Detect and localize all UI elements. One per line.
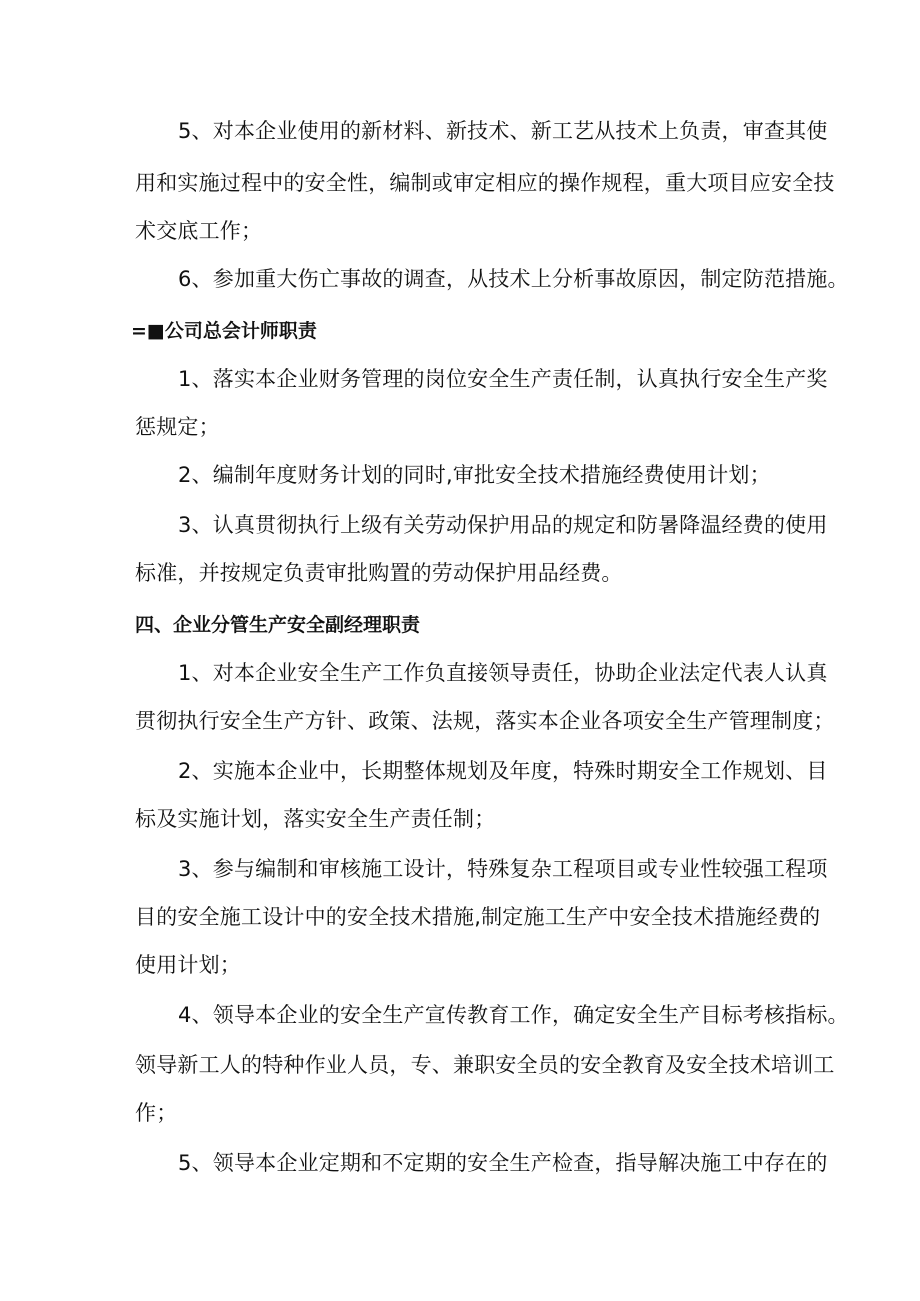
paragraph-line: 2、实施本企业中，长期整体规划及年度，特殊时期安全工作规划、目: [178, 759, 828, 783]
paragraph-line: 6、参加重大伤亡事故的调查，从技术上分析事故原因，制定防范措施。: [178, 267, 849, 291]
paragraph-line: 5、对本企业使用的新材料、新技术、新工艺从技术上负责，审查其使: [178, 119, 828, 143]
paragraph-line: 贯彻执行安全生产方针、政策、法规，落实本企业各项安全生产管理制度；: [135, 709, 835, 733]
paragraph-line: 术交底工作；: [135, 219, 263, 243]
paragraph-line: 3、认真贯彻执行上级有关劳动保护用品的规定和防暑降温经费的使用: [178, 513, 828, 537]
paragraph-line: 作；: [135, 1101, 178, 1125]
paragraph-line: 用和实施过程中的安全性，编制或审定相应的操作规程，重大项目应安全技: [135, 171, 835, 195]
paragraph-line: 1、对本企业安全生产工作负直接领导责任，协助企业法定代表人认真: [178, 661, 828, 685]
section-heading: 四、企业分管生产安全副经理职责: [135, 614, 421, 636]
paragraph-line: 3、参与编制和审核施工设计，特殊复杂工程项目或专业性较强工程项: [178, 857, 828, 881]
paragraph-line: 标及实施计划，落实安全生产责任制；: [135, 807, 496, 831]
paragraph-line: 目的安全施工设计中的安全技术措施,制定施工生产中安全技术措施经费的: [135, 905, 821, 929]
paragraph-line: 领导新工人的特种作业人员，专、兼职安全员的安全教育及安全技术培训工: [135, 1053, 835, 1077]
paragraph-line: 标准，并按规定负责审批购置的劳动保护用品经费。: [135, 561, 623, 585]
paragraph-line: 使用计划；: [135, 953, 241, 977]
paragraph-line: 4、领导本企业的安全生产宣传教育工作，确定安全生产目标考核指标。: [178, 1003, 849, 1027]
paragraph-line: 2、编制年度财务计划的同时,审批安全技术措施经费使用计划；: [178, 463, 771, 487]
paragraph-line: 5、领导本企业定期和不定期的安全生产检查，指导解决施工中存在的: [178, 1151, 828, 1175]
paragraph-line: 1、落实本企业财务管理的岗位安全生产责任制，认真执行安全生产奖: [178, 367, 828, 391]
paragraph-line: 惩规定；: [135, 415, 220, 439]
section-heading: =■公司总会计师职责: [131, 320, 317, 342]
